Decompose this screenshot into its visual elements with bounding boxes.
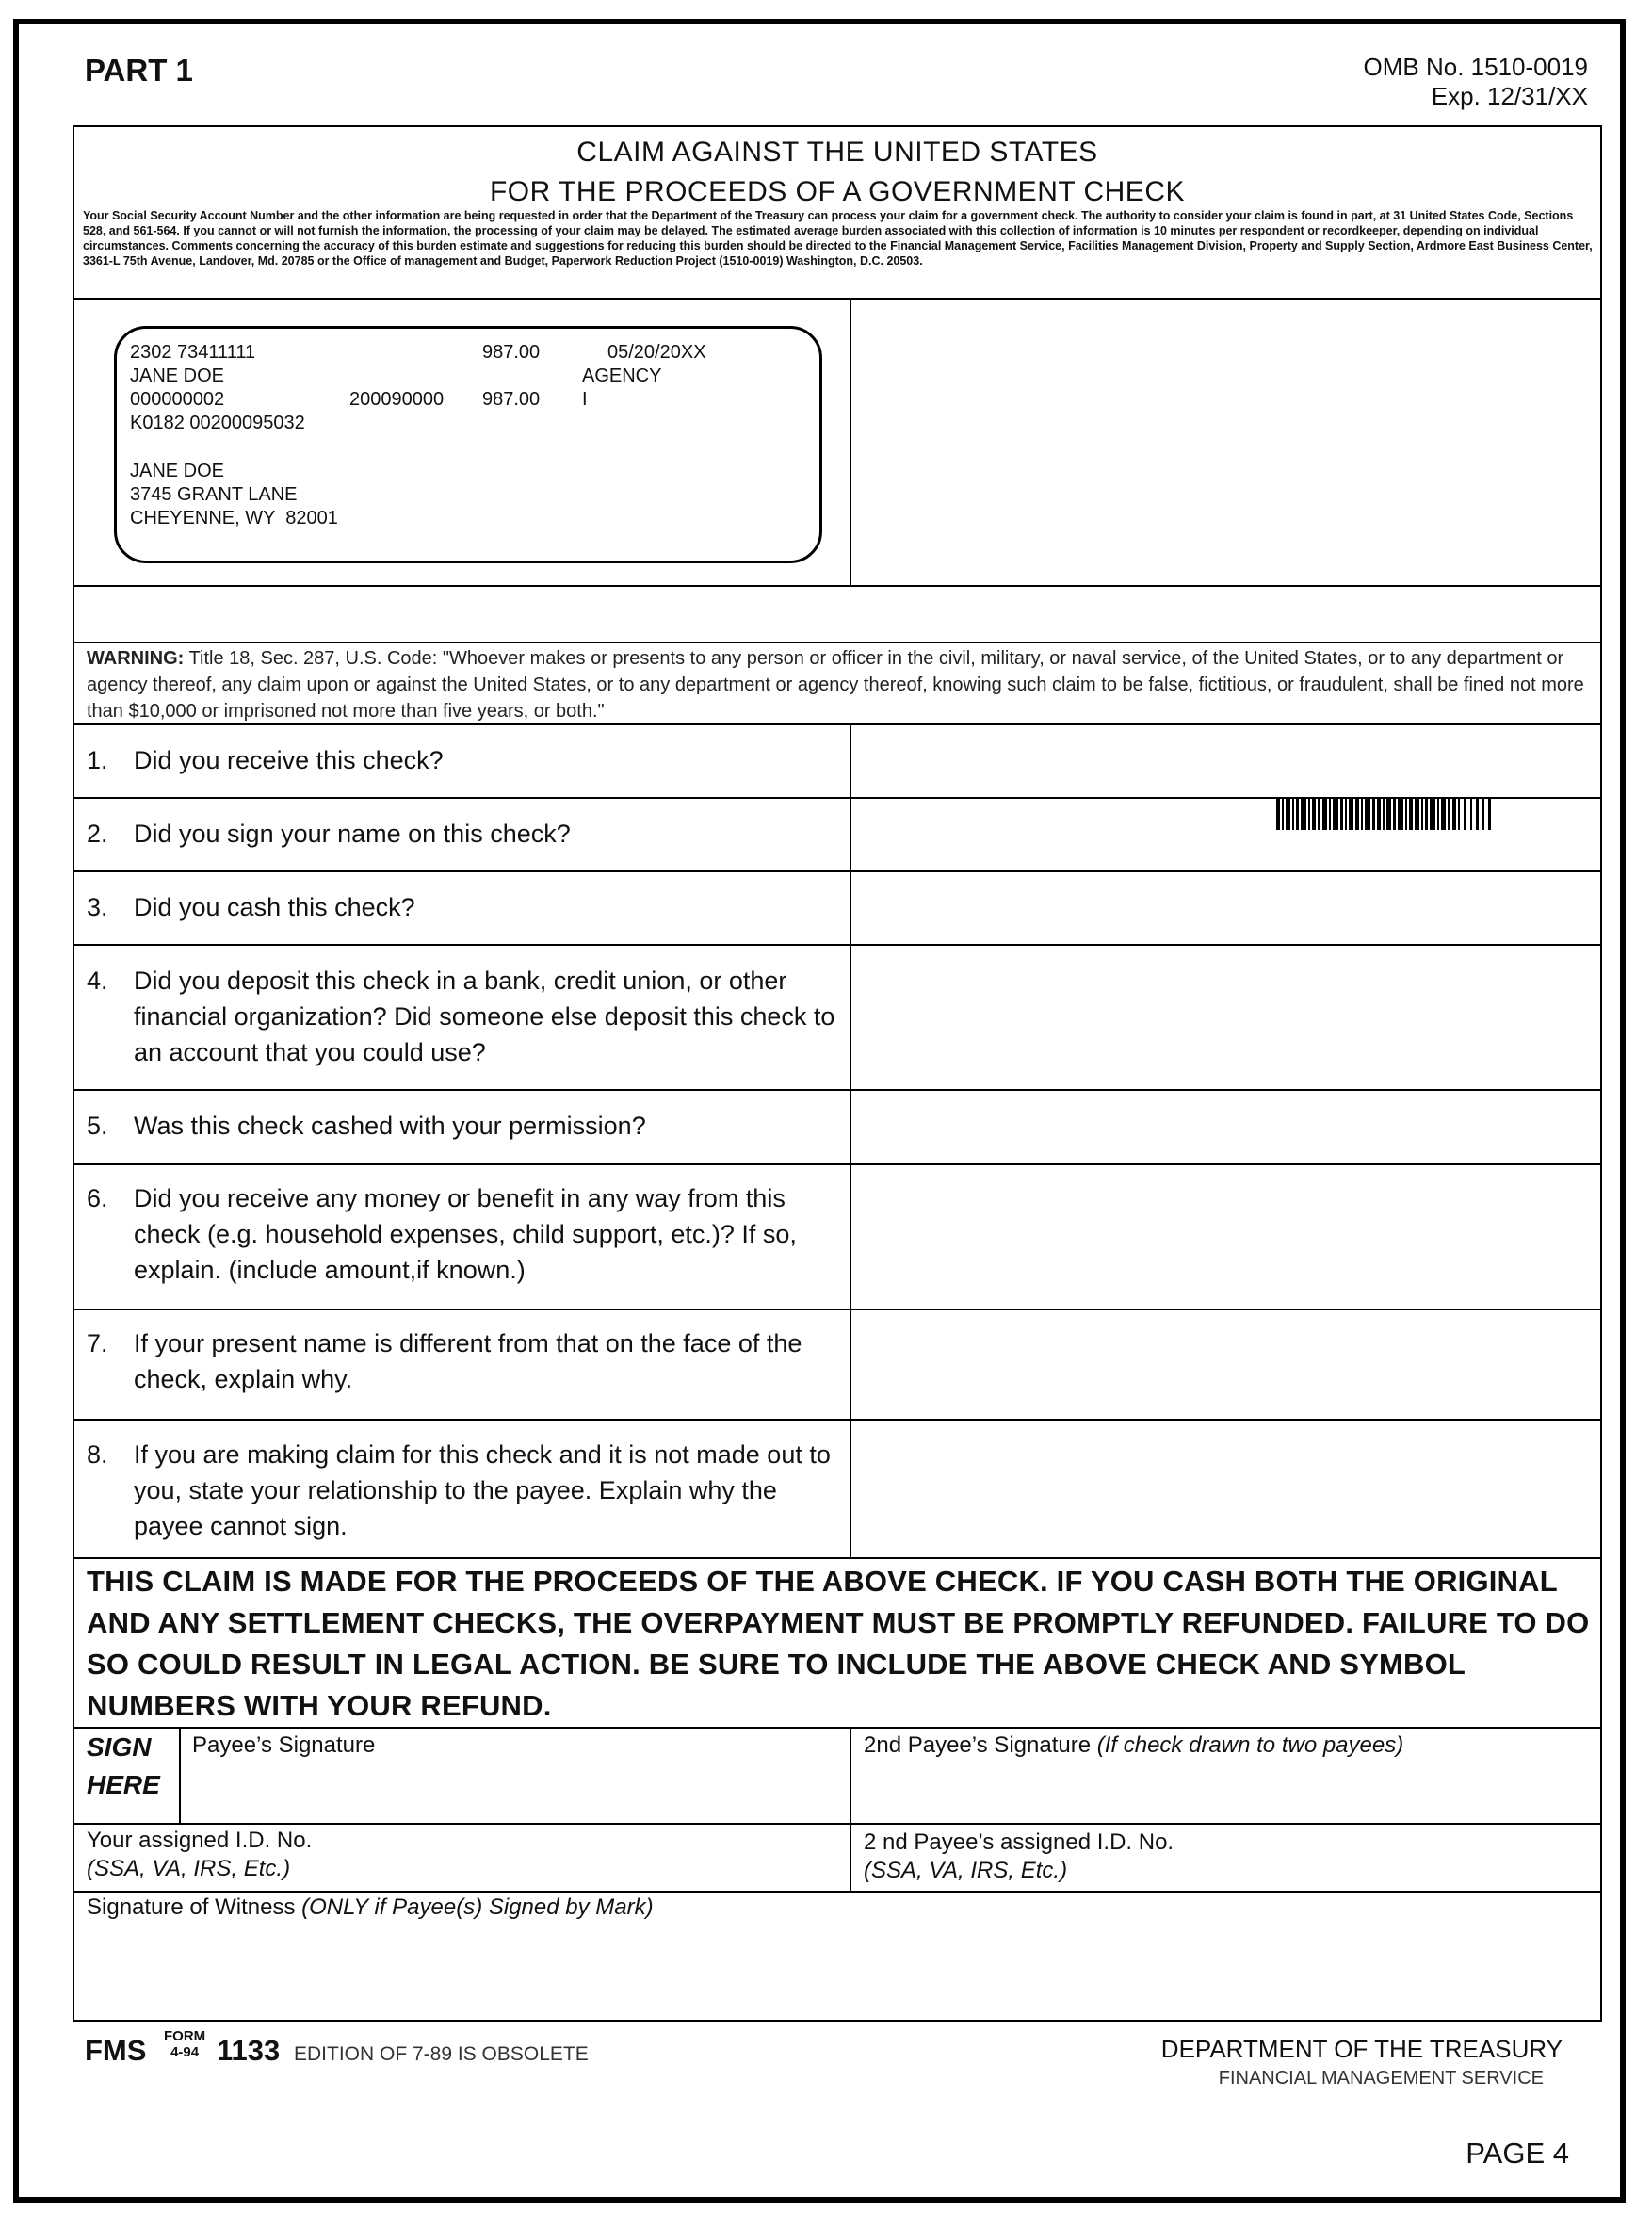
title-line-1: CLAIM AGAINST THE UNITED STATES	[576, 137, 1098, 168]
check-date: 05/20/20XX	[607, 342, 706, 363]
check-amount: 987.00	[482, 342, 541, 363]
address-street: 3745 GRANT LANE	[130, 484, 298, 505]
here-word: HERE	[87, 1770, 160, 1799]
question-number: 4.	[87, 967, 108, 995]
check-face	[114, 326, 822, 563]
check-amount-2: 987.00	[482, 389, 541, 410]
form-number: 1133	[217, 2034, 281, 2067]
department-block	[1161, 2035, 1563, 2089]
witness-signature-label	[87, 1894, 654, 1921]
check-symbol-serial: 2302 73411111	[130, 342, 256, 363]
question-text: Did you cash this check?	[134, 893, 415, 921]
question-number: 6.	[87, 1184, 108, 1212]
question-text: Was this check cashed with your permission?	[134, 1112, 646, 1140]
witness-note: (ONLY if Payee(s) Signed by Mark)	[301, 1894, 654, 1920]
warning-body: Title 18, Sec. 287, U.S. Code: "Whoever makes or presents to any person or officer in the civil, military, or naval service, of the United States, or to any department or agency thereof, any claim upon or against the United States, or to any department or agency thereof, knowing such claim to be false, fictitious, or fraudulent, shall be fined not more than $10,000 or imprisoned not more than five years, or both."	[87, 648, 1584, 722]
fms-label: FMS	[85, 2034, 147, 2067]
refund-notice: THIS CLAIM IS MADE FOR THE PROCEEDS OF THE ABOVE CHECK. IF YOU CASH BOTH THE ORIGINAL AND ANY SETTLEMENT CHECKS, THE OVERPAYMENT MUST BE PROMPTLY REFUNDED. FAILURE TO DO SO COULD RESULT IN LEGAL ACTION. BE SURE TO INCLUDE THE ABOVE CHECK AND SYMBOL NUMBERS WITH YOUR REFUND.	[87, 1565, 1590, 1722]
question-number: 3.	[87, 893, 108, 921]
department-name: DEPARTMENT OF THE TREASURY	[1160, 2035, 1563, 2063]
page-number: PAGE 4	[1466, 2137, 1569, 2170]
id-number-label	[87, 1827, 312, 1883]
form-title	[74, 133, 1600, 212]
second-payee-text: 2nd Payee’s Signature	[864, 1732, 1097, 1758]
form-date: 4-94	[170, 2044, 200, 2060]
form-frame	[73, 125, 1602, 2022]
part-label: PART 1	[85, 53, 193, 88]
check-reference: K0182 00200095032	[130, 413, 305, 433]
title-line-2: FOR THE PROCEEDS OF A GOVERNMENT CHECK	[489, 176, 1185, 207]
address-name: JANE DOE	[130, 461, 225, 481]
check-code: I	[582, 389, 588, 410]
question-number: 1.	[87, 746, 108, 774]
edition-note: EDITION OF 7-89 IS OBSOLETE	[294, 2043, 589, 2065]
form-word: FORM	[164, 2028, 206, 2044]
question-text: Did you deposit this check in a bank, credit union, or other financial organization? Did someone else deposit this check to an account that you could use?	[134, 967, 835, 1066]
form-date-block	[164, 2028, 205, 2060]
check-routing: 200090000	[349, 389, 445, 410]
second-payee-note: (If check drawn to two payees)	[1096, 1732, 1404, 1758]
question-number: 2.	[87, 820, 108, 848]
address-city: CHEYENNE, WY 82001	[130, 508, 338, 528]
privacy-notice: Your Social Security Account Number and the other information are being requested in order that the Department of the Treasury can process your claim for a government check. The authority to consider your claim is found in part, at 31 United States Code, Sections 528, and 561-564. If you cannot or will not furnish the information, the processing of your claim may be delayed. The estimated average burden associated with this collection of information is 10 minutes per respondent or recordkeeper, depending on individual circumstances. Comments concerning the accuracy of this burden estimate and suggestions for reducing this burden should be directed to the Financial Management Service, Facilities Management Division, Property and Supply Section, Ardmore East Business Center, 3361-L 75th Avenue, Landover, Md. 20785 or the Office of management and Budget, Paperwork Reduction Project (1510-0019) Washington, D.C. 20503.	[83, 209, 1593, 268]
omb-number	[1364, 53, 1588, 111]
service-name: FINANCIAL MANAGEMENT SERVICE	[1218, 2068, 1544, 2089]
question-number: 5.	[87, 1112, 108, 1140]
payee-signature-label: Payee’s Signature	[192, 1732, 376, 1758]
question-number: 7.	[87, 1329, 108, 1357]
check-account: 000000002	[130, 389, 225, 410]
question-text: If your present name is different from that on the face of the check, explain why.	[134, 1329, 802, 1393]
omb-line: OMB No. 1510-0019	[1363, 53, 1588, 81]
warning-label: WARNING:	[87, 648, 185, 669]
question-text: Did you receive this check?	[134, 746, 444, 774]
second-id-number-label	[864, 1829, 1174, 1885]
expiration-line: Exp. 12/31/XX	[1431, 82, 1588, 111]
sign-here-label	[87, 1729, 160, 1804]
sign-word: SIGN	[87, 1732, 152, 1762]
id2-label-note: (SSA, VA, IRS, Etc.)	[864, 1858, 1068, 1883]
id2-label-text: 2 nd Payee’s assigned I.D. No.	[864, 1829, 1174, 1855]
question-number: 8.	[87, 1440, 108, 1469]
barcode	[1276, 798, 1493, 830]
question-text: Did you receive any money or benefit in any way from this check (e.g. household expenses, child support, etc.)? If so, explain. (include amount,if known.)	[134, 1184, 797, 1284]
id-label-text: Your assigned I.D. No.	[87, 1828, 313, 1853]
check-payee: JANE DOE	[130, 366, 225, 386]
check-agency: AGENCY	[582, 366, 662, 386]
question-text: If you are making claim for this check and it is not made out to you, state your relationship to the payee. Explain why the payee cannot sign.	[134, 1440, 831, 1540]
second-payee-signature-label	[864, 1732, 1403, 1759]
question-text: Did you sign your name on this check?	[134, 820, 571, 848]
id-label-note: (SSA, VA, IRS, Etc.)	[87, 1856, 291, 1881]
warning-text	[87, 645, 1594, 724]
witness-text: Signature of Witness	[87, 1894, 302, 1920]
